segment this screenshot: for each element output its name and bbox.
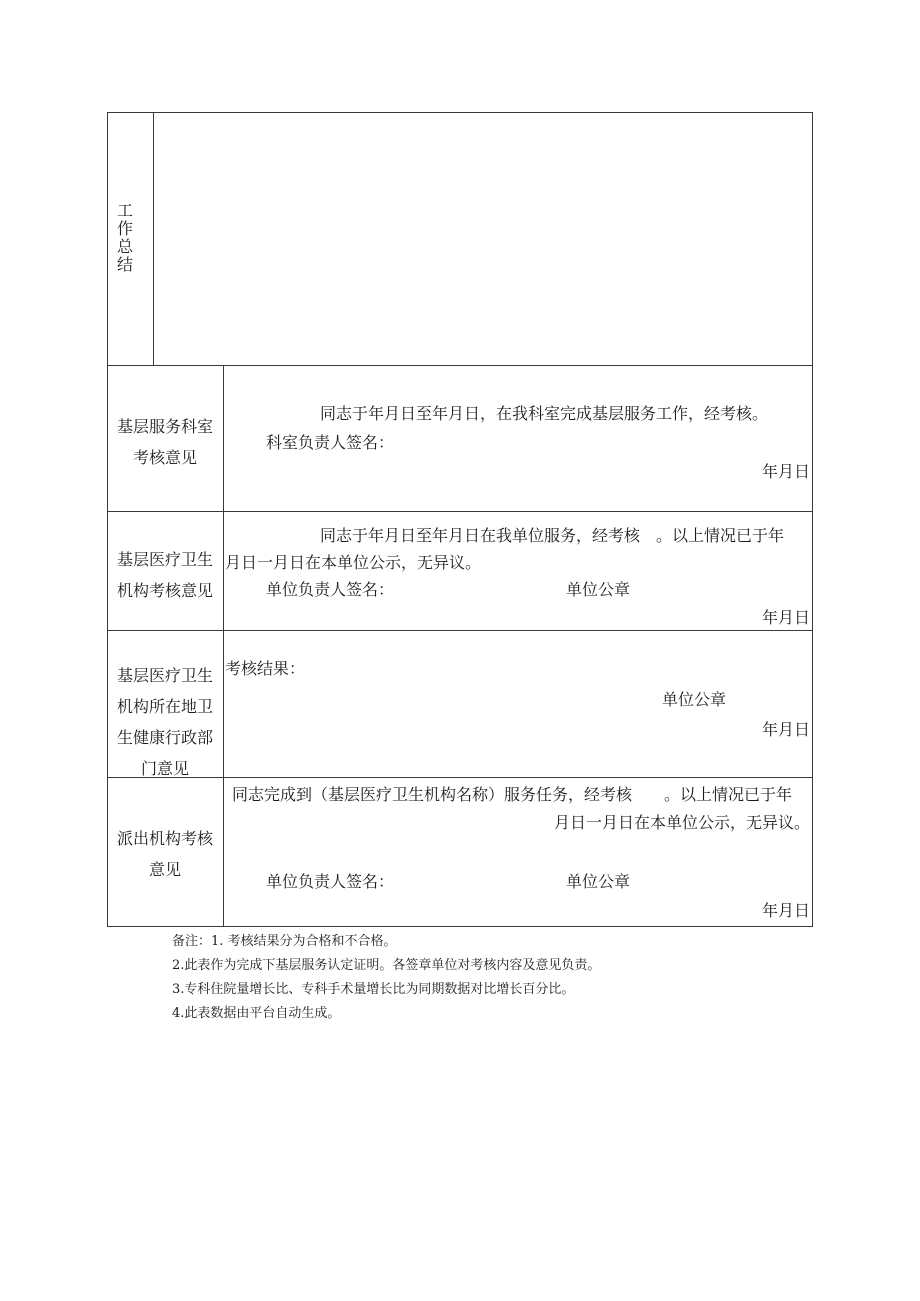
institution-review-date: 年月日 [761,608,810,627]
note-2: 2.此表作为完成下基层服务认定证明。各签章单位对考核内容及意见负责。 [172,958,601,973]
institution-review-body-1: 同志于年月日至年月日在我单位服务，经考核 。以上情况已于年 [320,526,785,545]
table-border-bottom [107,926,813,927]
dispatch-review-seal: 单位公章 [566,872,631,891]
health-dept-review-label [107,660,223,784]
note-1: 备注：1. 考核结果分为合格和不合格。 [172,934,397,949]
dispatch-review-body-2: 月日一月日在本单位公示，无异议。 [553,813,810,832]
institution-review-signature: 单位负责人签名： [266,580,395,599]
institution-review-label [107,544,223,606]
health-dept-seal: 单位公章 [662,690,727,709]
dept-review-signature: 科室负责人签名： [266,433,395,452]
dispatch-review-date: 年月日 [761,901,810,920]
health-dept-date: 年月日 [761,720,810,739]
health-dept-review-label-line: 门意见 [140,759,189,778]
dispatch-review-label-line: 意见 [148,860,181,879]
dept-review-label [107,411,223,473]
row-divider [107,630,813,631]
row-divider [107,511,813,512]
table-border-right [812,112,813,927]
health-dept-result-label: 考核结果： [225,659,306,678]
health-dept-review-label-line: 基层医疗卫生 [116,666,213,685]
column-divider [223,365,224,927]
note-4: 4.此表数据由平台自动生成。 [172,1006,341,1021]
institution-review-label-line: 基层医疗卫生 [116,550,213,569]
work-summary-char: 总 [116,237,133,256]
work-summary-char: 工 [116,201,133,220]
dept-review-date: 年月日 [761,462,810,481]
column-divider [153,112,154,365]
work-summary-char: 作 [116,219,133,238]
note-3: 3.专科住院量增长比、专科手术量增长比为同期数据对比增长百分比。 [172,982,575,997]
health-dept-review-label-line: 生健康行政部 [116,728,213,747]
dispatch-review-label-line: 派出机构考核 [116,829,213,848]
dept-review-body: 同志于年月日至年月日，在我科室完成基层服务工作，经考核。 [320,404,769,423]
institution-review-body-2: 月日一月日在本单位公示，无异议。 [225,553,482,572]
work-summary-label [113,202,137,274]
institution-review-label-line: 机构考核意见 [116,581,213,600]
work-summary-content[interactable] [155,114,811,364]
assessment-form-table [107,112,813,927]
health-dept-review-label-line: 机构所在地卫 [116,697,213,716]
work-summary-char: 结 [116,255,133,274]
institution-review-seal: 单位公章 [566,580,631,599]
dispatch-review-label [107,823,223,885]
table-border-top [107,112,813,113]
row-divider [107,365,813,366]
dept-review-label-line: 考核意见 [132,448,197,467]
dispatch-review-signature: 单位负责人签名： [266,872,395,891]
dispatch-review-body-1: 同志完成到（基层医疗卫生机构名称）服务任务，经考核 。以上情况已于年 [232,785,793,804]
dept-review-label-line: 基层服务科室 [116,417,213,436]
table-border-left [107,112,108,927]
